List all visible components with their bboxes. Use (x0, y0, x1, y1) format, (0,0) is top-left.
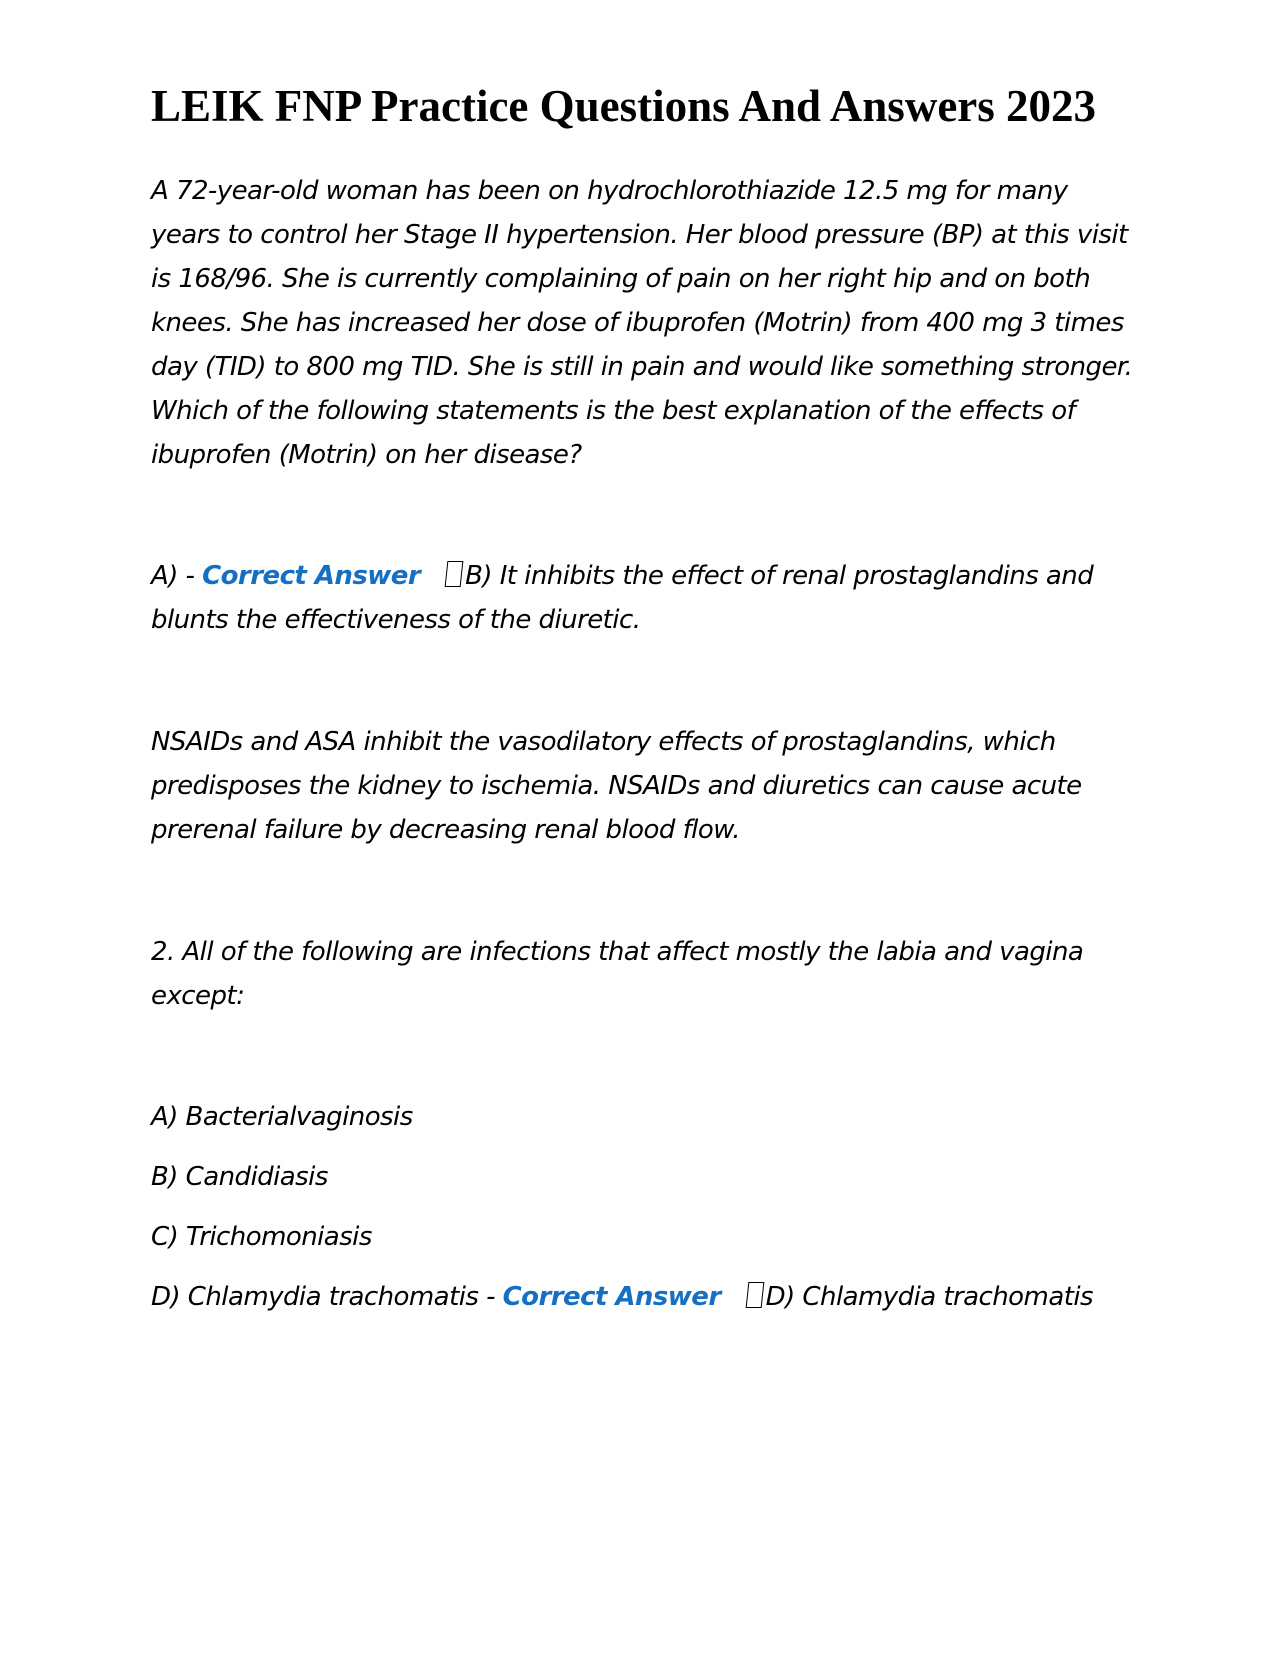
question-2-text: 2. All of the following are infections that affect mostly the labia and vagina except: (151, 937, 1084, 1011)
question-1-answer (151, 554, 1141, 642)
checkbox-icon (745, 1282, 764, 1308)
document-title: LEIK FNP Practice Questions And Answers 2023 (151, 81, 1097, 131)
option-d-text: D) Chlamydia trachomatis - (151, 1282, 503, 1312)
answer-text: B) It inhibits the effect of renal prostaglandins and blunts the effectiveness of the diuretic. (151, 561, 1094, 635)
question-1-explanation: NSAIDs and ASA inhibit the vasodilatory effects of prostaglandins, which predisposes the kidney to ischemia. NSAIDs and diuretics can cause acute prerenal failure by decreasing renal blood flow. (151, 727, 1082, 845)
option-a: A) Bacterialvaginosis (151, 1102, 413, 1132)
document-page (151, 78, 1141, 1319)
checkbox-icon (445, 561, 464, 587)
option-c: C) Trichomoniasis (151, 1222, 372, 1252)
correct-answer-label: Correct Answer (502, 1282, 721, 1312)
option-b: B) Candidiasis (151, 1162, 328, 1192)
option-d (151, 1275, 1141, 1319)
correct-answer-label: Correct Answer (202, 561, 421, 591)
answer-prefix: A) - (151, 561, 203, 591)
question-1-text: A 72-year-old woman has been on hydrochlorothiazide 12.5 mg for many years to control her Stage II hypertension. Her blood pressure (BP) at this visit is 168/96. She is currently complaining of pain on her right hip and on both knees. She has increased her dose of ibuprofen (Motrin) from 400 mg 3 times day (TID) to 800 mg TID. She is still in pain and would like something stronger. Which of the following statements is the best explanation of the effects of ibuprofen (Motrin) on her disease? (151, 176, 1133, 470)
answer-text: D) Chlamydia trachomatis (765, 1282, 1094, 1312)
